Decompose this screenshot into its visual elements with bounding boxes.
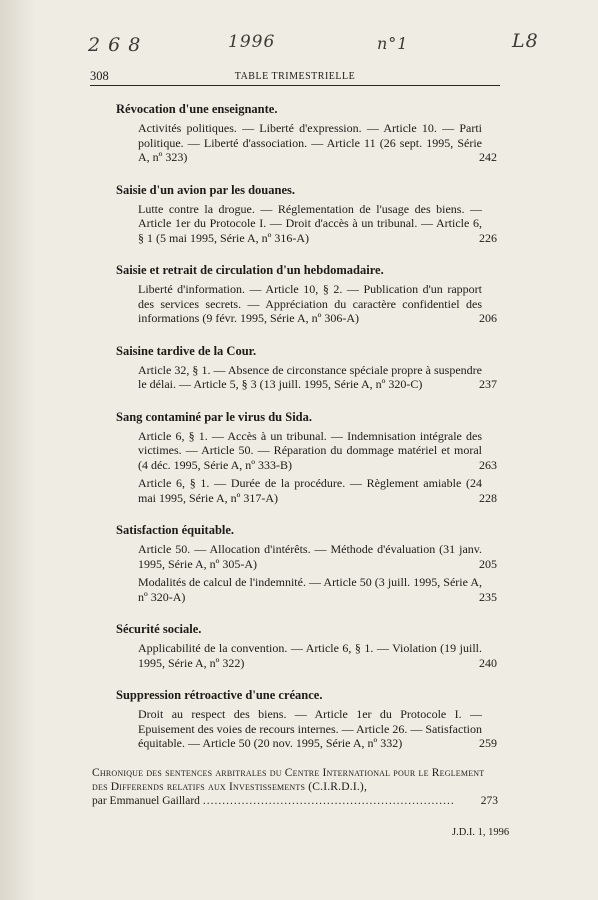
index-entry [138,282,497,327]
index-section [116,687,497,752]
binding-shadow [0,0,36,900]
index-entry [138,428,497,474]
handwritten-note-2: 1996 [228,32,276,52]
index-section [116,262,497,327]
chronique-entry [92,766,496,808]
running-head: TABLE TRIMESTRIELLE [234,71,356,82]
handwritten-note-4: L8 [512,30,539,52]
entry-text: Modalités de calcul de l'indemnité. — Article 50 (3 juill. 1995, Série A, nº 320-A) [138,575,482,604]
index-section [116,621,497,671]
entry-text: Droit au respect des biens. — Article 1er du Protocole I. — Epuisement des voies de recours internes. — Article 26. — Satisfaction équitable. — Article 50 (20 nov. 1995, Série A, nº 332) [138,707,482,750]
index-entry [138,476,497,506]
entry-page-number: 235 [479,589,497,604]
section-title: Satisfaction équitable. [116,523,235,537]
entry-page-number: 206 [479,311,497,325]
index-section [116,182,497,247]
index-entry [138,201,497,247]
entry-page-number: 259 [479,736,497,750]
entry-page-number: 240 [479,655,497,670]
page-number: 308 [90,69,109,83]
index-entry [138,575,497,605]
index-section [116,522,497,605]
entry-page-number: 242 [479,150,497,164]
entry-page-number: 237 [479,377,497,391]
entry-page-number: 228 [479,490,497,505]
journal-footer: J.D.I. 1, 1996 [452,827,510,838]
entry-text: Liberté d'information. — Article 10, § 2. — Publication d'un rapport des services secrets. — Appréciation du caractère confidentiel des informations (9 févr. 1995, Série A, nº 306-A) [138,282,482,325]
chronique-author: par Emmanuel Gaillard [92,795,200,807]
entry-text: Article 32, § 1. — Absence de circonstance spéciale propre à suspendre le délai. — Article 5, § 3 (13 juill. 1995, Série A, nº 320-C) [138,362,482,391]
index-entry [138,121,497,166]
index-entry [138,362,497,393]
chronique-author-line: par Emmanuel Gaillard ................................................................. [92,795,455,807]
index-section [116,101,497,166]
entry-page-number: 205 [479,556,497,571]
section-title: Saisie et retrait de circulation d'un hebdomadaire. [116,263,384,277]
index-entry [138,542,497,572]
entry-text: Article 50. — Allocation d'intérêts. — Méthode d'évaluation (31 janv. 1995, Série A, nº 305-A) [138,542,482,571]
entry-text: Activités politiques. — Liberté d'expression. — Article 10. — Parti politique. — Liberté d'association. — Article 11 (26 sept. 1995, Série A, nº 323) [138,121,482,164]
page-header [90,69,500,86]
entry-text: Article 6, § 1. — Durée de la procédure. — Règlement amiable (24 mai 1995, Série A, nº 317-A) [138,476,482,505]
section-title: Sécurité sociale. [116,622,202,636]
section-title: Saisine tardive de la Cour. [116,343,257,358]
entry-page-number: 263 [479,457,497,472]
chronique-page: 273 [480,795,498,807]
section-title: Révocation d'une enseignante. [116,102,278,116]
index-entry [138,641,497,671]
entry-text: Applicabilité de la convention. — Article 6, § 1. — Violation (19 juill. 1995, Série A, nº 322) [138,641,482,670]
entry-text: Lutte contre la drogue. — Réglementation de l'usage des biens. — Article 1er du Protocole I. — Droit d'accès à un tribunal. — Article 6, § 1 (5 mai 1995, Série A, nº 316-A) [138,201,482,245]
section-title: Suppression rétroactive d'une créance. [116,688,323,702]
handwritten-note-3: n°1 [377,34,409,53]
chronique-title: Chronique des sentences arbitrales du Centre International pour le Reglement des Differends relatifs aux Investissements (C.I.R.D.I.), [92,767,485,793]
entry-text: Article 6, § 1. — Accès à un tribunal. — Indemnisation intégrale des victimes. — Article 50. — Réparation du dommage matériel et moral (4 déc. 1995, Série A, nº 333-B) [138,428,482,472]
section-title: Saisie d'un avion par les douanes. [116,182,295,197]
index-entry [138,707,497,752]
handwritten-note-1: 2 6 8 [88,34,142,56]
index-section [116,343,497,393]
entry-page-number: 226 [479,230,497,245]
index-section [116,409,497,507]
index-content [116,101,497,768]
section-title: Sang contaminé par le virus du Sida. [116,409,312,424]
